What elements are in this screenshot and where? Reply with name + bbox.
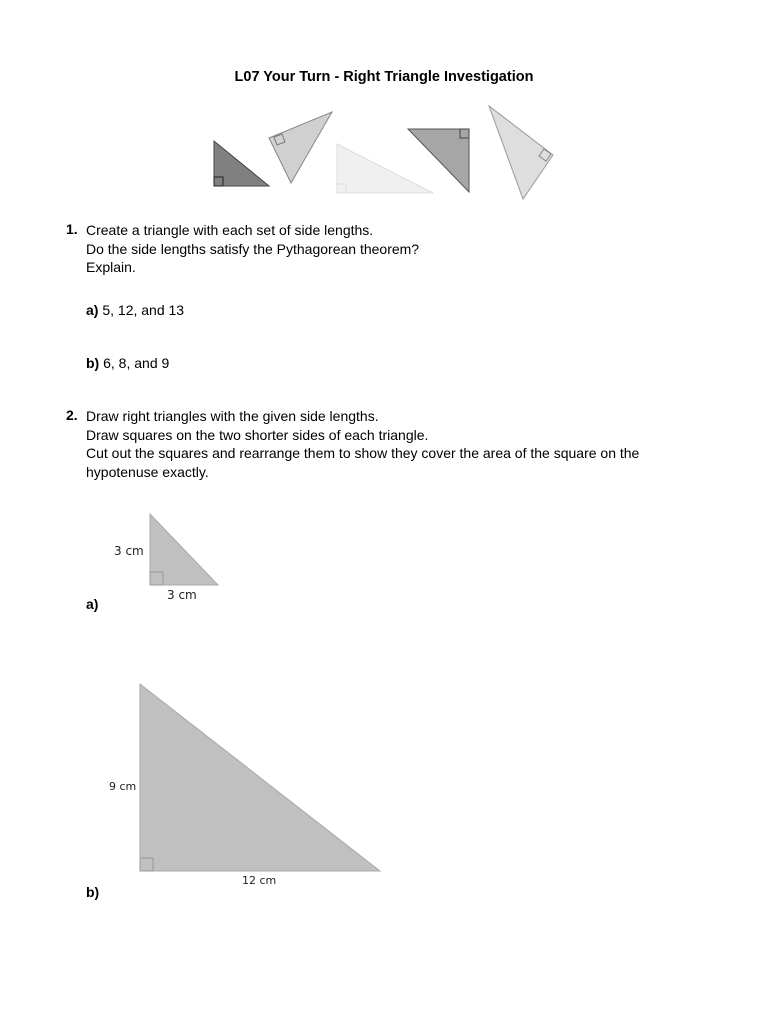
triangle-figure-a <box>140 505 230 595</box>
pale-triangle <box>337 144 433 193</box>
part-label: b) <box>86 355 100 371</box>
question-1-part-a <box>86 302 184 318</box>
figure-b-vertical-leg-label: 9 cm <box>109 780 137 793</box>
question-2-text-line-1: Draw right triangles with the given side lengths. <box>86 408 379 424</box>
rotated-triangle-left <box>269 112 332 183</box>
page-title: L07 Your Turn - Right Triangle Investigation <box>234 69 534 85</box>
part-text: 5, 12, and 13 <box>102 302 185 318</box>
question-2-part-a-label: a) <box>86 596 99 612</box>
question-1-text-line-2: Do the side lengths satisfy the Pythagorean theorem? <box>86 240 420 257</box>
triangle-figure-b <box>130 675 390 880</box>
mid-triangle <box>408 129 469 192</box>
figure-a-vertical-leg-label: 3 cm <box>114 544 144 558</box>
question-2-part-b-label: b) <box>86 884 100 900</box>
figure-b-horizontal-leg-label: 12 cm <box>242 874 277 887</box>
rotated-triangle-right <box>489 106 553 199</box>
part-text: 6, 8, and 9 <box>103 355 170 371</box>
question-1-part-b <box>86 355 169 371</box>
question-2-text-line-4: hypotenuse exactly. <box>86 463 209 480</box>
part-label: a) <box>86 302 99 318</box>
dark-triangle <box>214 141 269 186</box>
triangle-banner-illustration <box>205 100 565 205</box>
question-1-text-line-1: Create a triangle with each set of side lengths. <box>86 222 374 238</box>
question-2-text-line-3: Cut out the squares and rearrange them to show they cover the area of the square on the <box>86 445 640 461</box>
question-1-text-line-3: Explain. <box>86 259 136 275</box>
question-1-number: 1. <box>66 221 78 237</box>
figure-a-horizontal-leg-label: 3 cm <box>167 588 197 602</box>
question-2-text-line-2: Draw squares on the two shorter sides of each triangle. <box>86 426 429 443</box>
question-2-number: 2. <box>66 407 78 423</box>
